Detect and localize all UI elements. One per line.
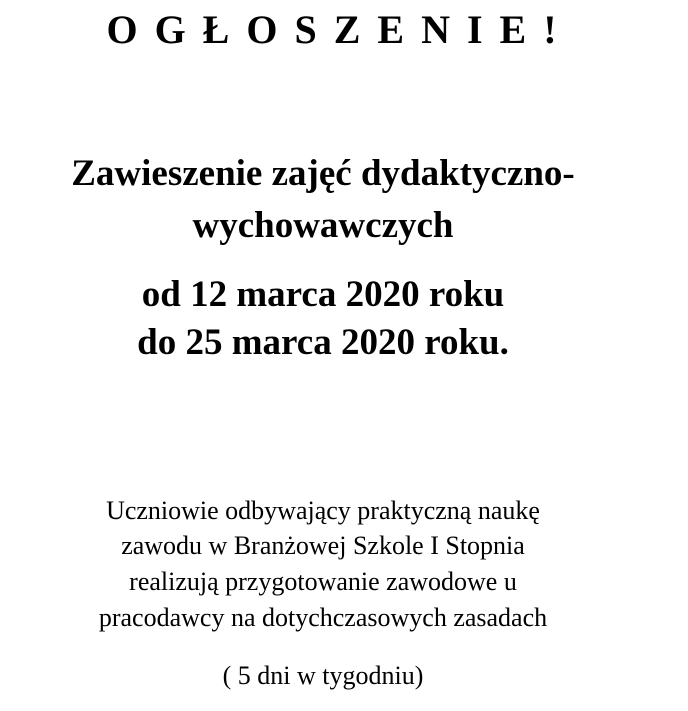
- body-line-2: zawodu w Branżowej Szkole I Stopnia: [121, 531, 525, 560]
- body-line-4: pracodawcy na dotychczasowych zasadach: [98, 603, 548, 632]
- schedule-note: ( 5 dni w tygodniu): [222, 661, 424, 690]
- date-from-line: od 12 marca 2020 roku: [141, 274, 505, 315]
- body-line-1: Uczniowie odbywający praktyczną naukę: [106, 496, 540, 525]
- headline-line-2: wychowawczych: [192, 205, 454, 246]
- announcement-title: OGŁOSZENIE!: [106, 7, 574, 52]
- body-line-3: realizują przygotowanie zawodowe u: [129, 567, 517, 596]
- headline-line-1: Zawieszenie zajęć dydaktyczno-: [71, 153, 575, 194]
- date-to-line: do 25 marca 2020 roku.: [137, 322, 509, 363]
